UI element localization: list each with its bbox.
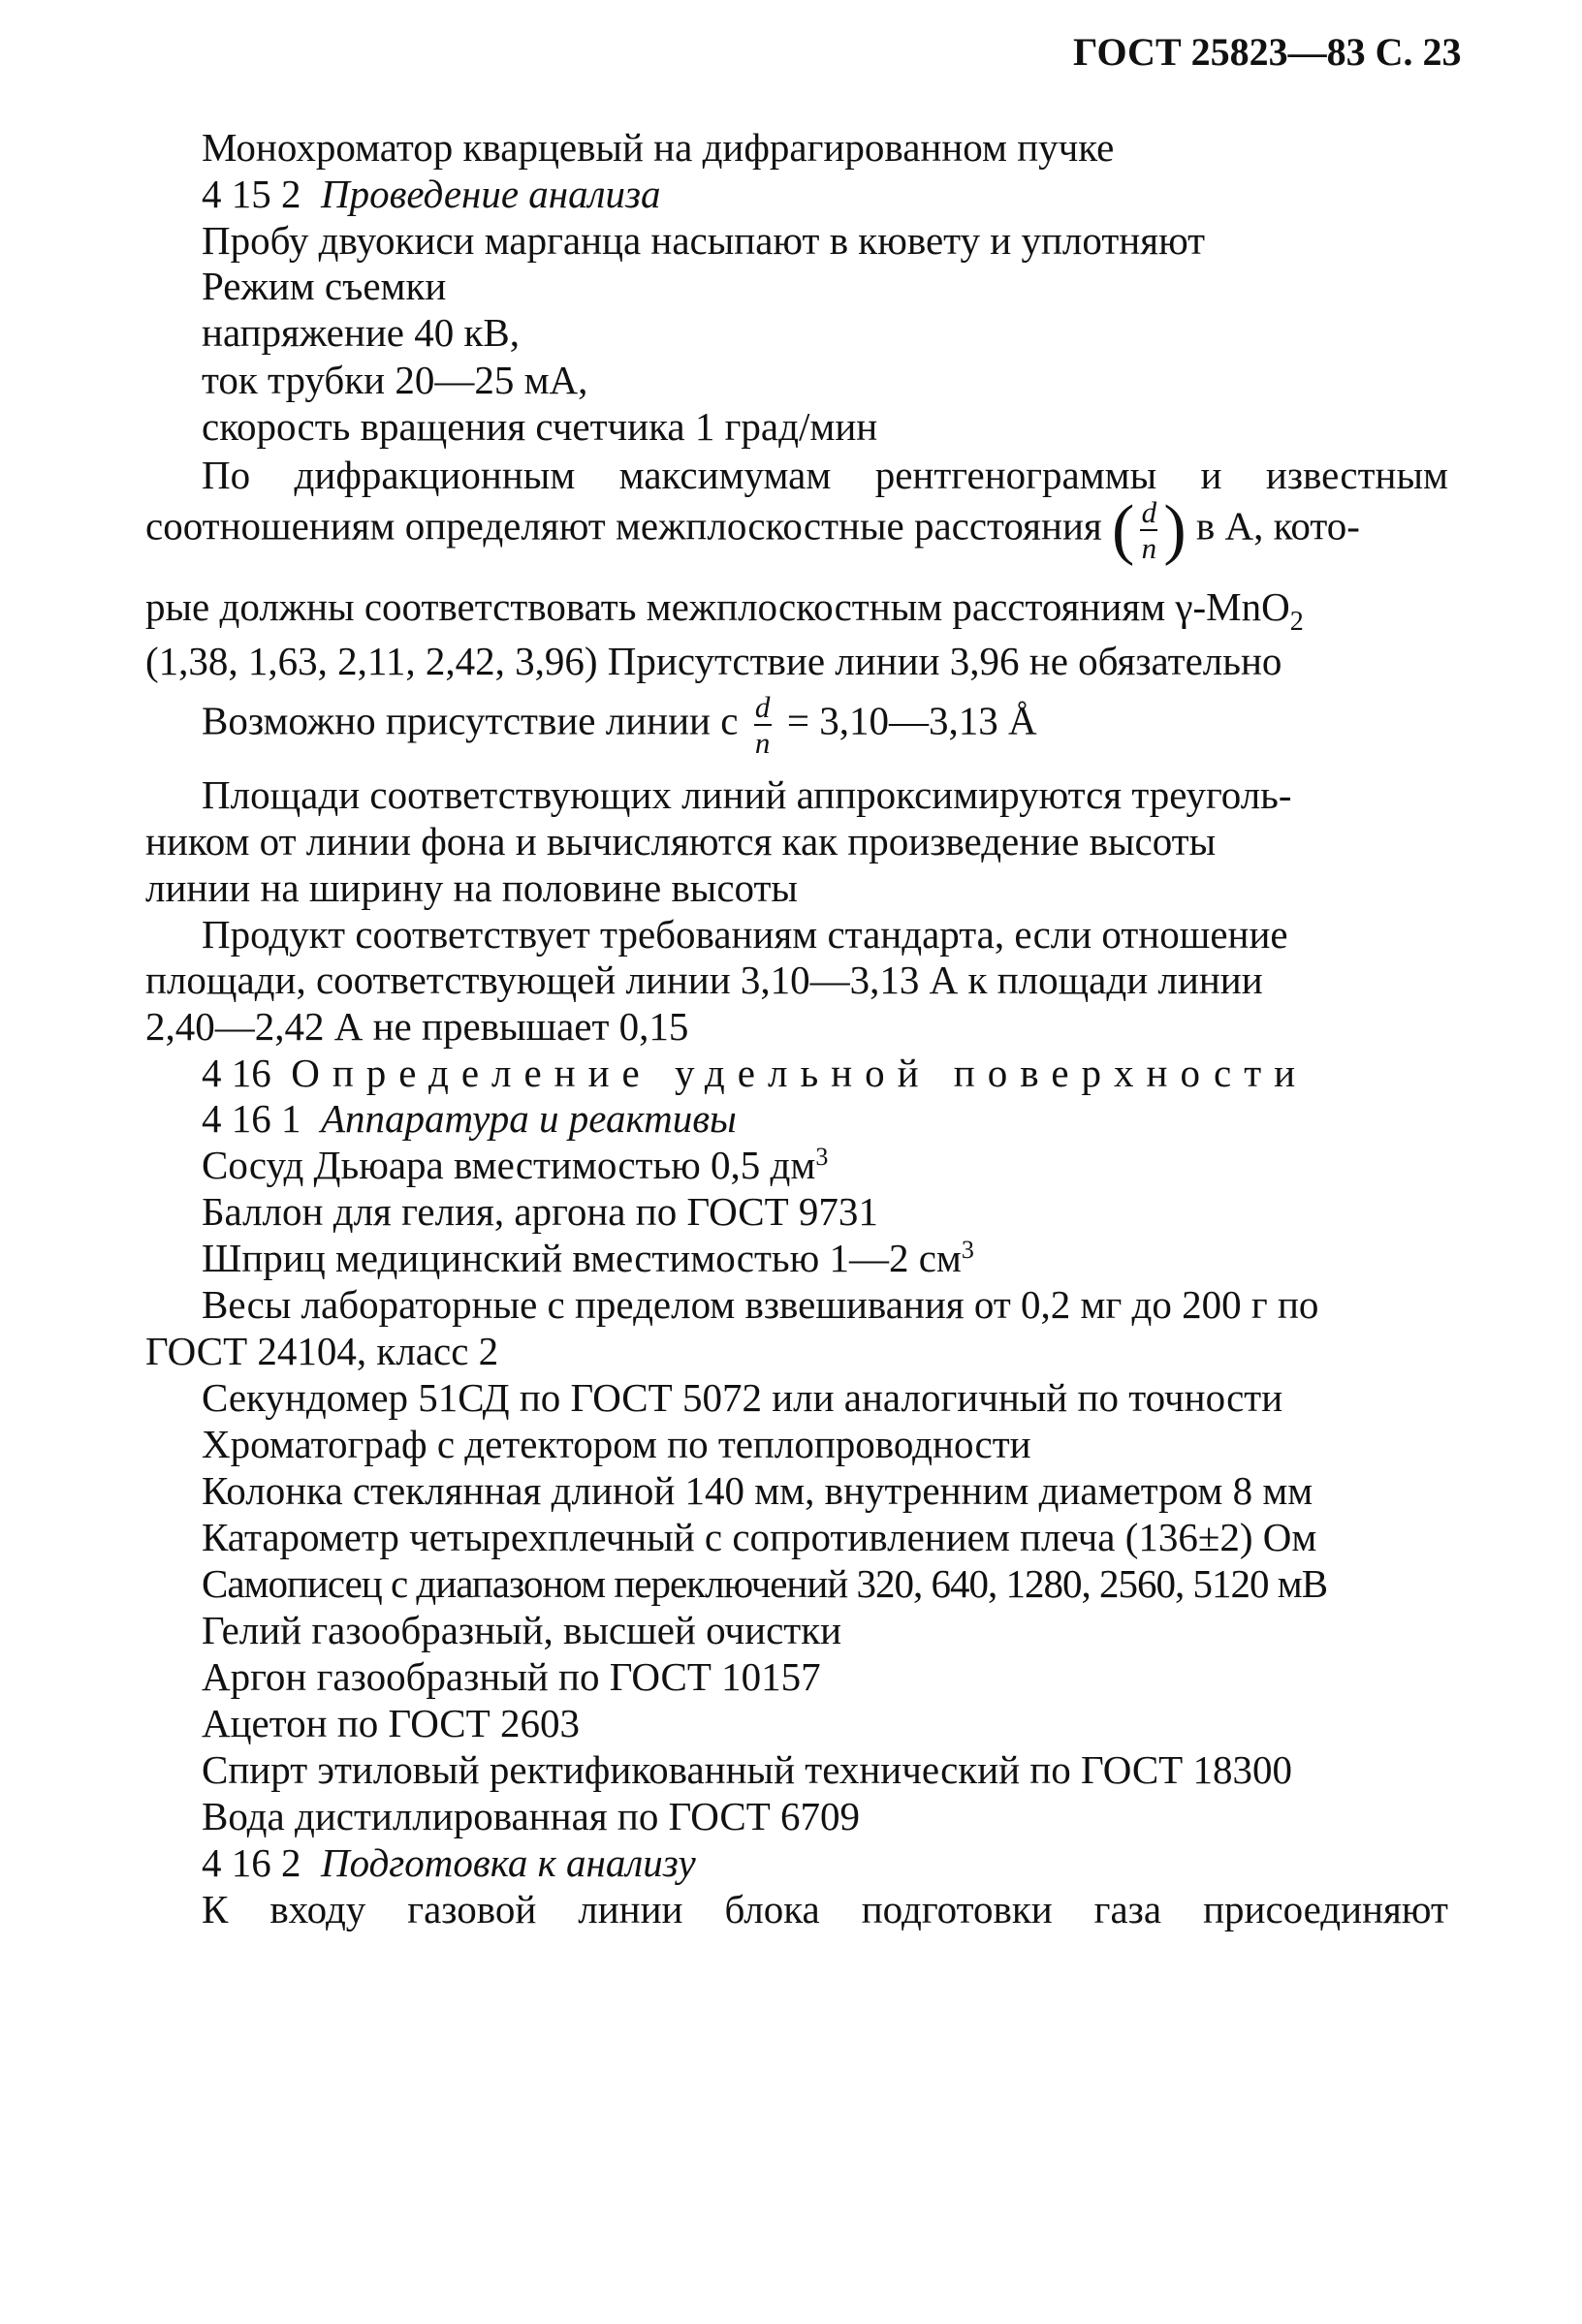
section-number: 4 16 <box>202 1051 271 1095</box>
text-line: Секундомер 51СД по ГОСТ 5072 или аналогичный по точности <box>202 1375 1283 1420</box>
text-line: Ацетон по ГОСТ 2603 <box>202 1701 580 1745</box>
fraction-numerator: d <box>1141 495 1157 529</box>
text-line: ГОСТ 24104, класс 2 <box>145 1329 499 1373</box>
word: линии <box>578 1887 683 1931</box>
text-line: Самописец с диапазоном переключений 320, 640, 1280, 2560, 5120 мВ <box>202 1561 1328 1606</box>
text-line: Режим съемки <box>202 264 447 308</box>
text-line: Баллон для гелия, аргона по ГОСТ 9731 <box>202 1189 878 1234</box>
text-line: Монохроматор кварцевый на дифрагированном пучке <box>202 125 1115 170</box>
text-line-justified <box>0 455 1582 495</box>
text-line: Хроматограф с детектором по теплопроводности <box>202 1422 1031 1466</box>
text-line: Спирт этиловый ректификованный технический по ГОСТ 18300 <box>202 1747 1292 1792</box>
text-line: ток трубки 20—25 мА, <box>202 358 588 402</box>
word: блока <box>724 1887 820 1931</box>
fraction-numerator: d <box>754 690 771 724</box>
text-line: ником от линии фона и вычисляются как произведение высоты <box>145 819 1217 864</box>
word: газовой <box>407 1887 537 1931</box>
text-line: Вода дистиллированная по ГОСТ 6709 <box>202 1794 861 1838</box>
text-segment: Шприц медицинский вместимостью 1—2 см <box>202 1236 962 1280</box>
word: максимумам <box>618 453 832 497</box>
text-segment: Возможно присутствие линии с <box>202 698 739 743</box>
text-line: Аргон газообразный по ГОСТ 10157 <box>202 1654 821 1699</box>
word: газа <box>1093 1887 1162 1931</box>
section-number: 4 16 1 <box>202 1096 301 1141</box>
section-title: Проведение анализа <box>321 172 661 216</box>
fraction-d-over-n <box>1140 497 1157 563</box>
text-line: площади, соответствующей линии 3,10—3,13 А к площади линии <box>145 958 1263 1002</box>
text-line: 2,40—2,42 А не превышает 0,15 <box>145 1004 689 1049</box>
text-line: Продукт соответствует требованиям стандарта, если отношение <box>202 912 1288 957</box>
text-line-with-fraction <box>0 692 1582 758</box>
text-line-justified <box>0 1887 1582 1931</box>
word: и <box>1200 453 1222 497</box>
text-line <box>0 1143 1582 1187</box>
word: По <box>202 453 251 497</box>
text-segment: в А, кото- <box>1195 503 1360 549</box>
text-line: Весы лабораторные с пределом взвешивания от 0,2 мг до 200 г по <box>202 1282 1319 1327</box>
page-header: ГОСТ 25823—83 С. 23 <box>1073 30 1462 74</box>
right-paren: ) <box>1163 492 1186 567</box>
text-line: напряжение 40 кВ, <box>202 310 520 355</box>
word: дифракционным <box>294 453 576 497</box>
text-line: скорость вращения счетчика 1 град/мин <box>202 404 878 449</box>
word: подготовки <box>861 1887 1053 1931</box>
word: известным <box>1265 453 1448 497</box>
word: присоединяют <box>1203 1887 1448 1931</box>
text-segment: рые должны соответствовать межплоскостным расстояниям γ-MnO <box>145 584 1290 629</box>
subscript: 2 <box>1289 607 1304 637</box>
text-line <box>0 1236 1582 1280</box>
section-heading-4-16-2 <box>0 1840 1582 1885</box>
text-line: Площади соответствующих линий аппроксимируются треуголь- <box>202 772 1292 817</box>
section-heading-4-16 <box>0 1053 1582 1093</box>
section-number: 4 15 2 <box>202 172 301 216</box>
superscript: 3 <box>815 1143 829 1171</box>
section-title: Подготовка к анализу <box>321 1840 696 1885</box>
text-line <box>0 584 1582 637</box>
section-title: Определение удельной поверхности <box>291 1051 1309 1095</box>
word: входу <box>269 1887 366 1931</box>
text-line-with-fraction <box>0 492 1582 567</box>
left-paren: ( <box>1112 492 1135 567</box>
section-heading-4-15-2 <box>0 174 1582 214</box>
text-segment: Сосуд Дьюара вместимостью 0,5 дм <box>202 1143 816 1187</box>
text-segment: = 3,10—3,13 Å <box>786 698 1037 743</box>
text-line: Пробу двуокиси марганца насыпают в кювету и уплотняют <box>202 218 1206 263</box>
fraction-denominator: n <box>1141 531 1157 565</box>
section-heading-4-16-1 <box>0 1096 1582 1141</box>
fraction-d-over-n <box>754 692 772 758</box>
text-line: Катарометр четырехплечный с сопротивлением плеча (136±2) Ом <box>202 1515 1317 1559</box>
text-line: линии на ширину на половине высоты <box>145 865 798 910</box>
superscript: 3 <box>961 1236 974 1264</box>
word: К <box>202 1887 229 1931</box>
text-line: (1,38, 1,63, 2,11, 2,42, 3,96) Присутствие линии 3,96 не обязательно <box>145 639 1282 683</box>
fraction-denominator: n <box>754 726 771 760</box>
section-number: 4 16 2 <box>202 1840 301 1885</box>
text-segment: соотношениям определяют межплоскостные расстояния <box>145 503 1102 549</box>
word: рентгенограммы <box>874 453 1157 497</box>
section-title: Аппаратура и реактивы <box>321 1096 737 1141</box>
text-line: Колонка стеклянная длиной 140 мм, внутренним диаметром 8 мм <box>202 1468 1313 1513</box>
text-line: Гелий газообразный, высшей очистки <box>202 1608 842 1652</box>
